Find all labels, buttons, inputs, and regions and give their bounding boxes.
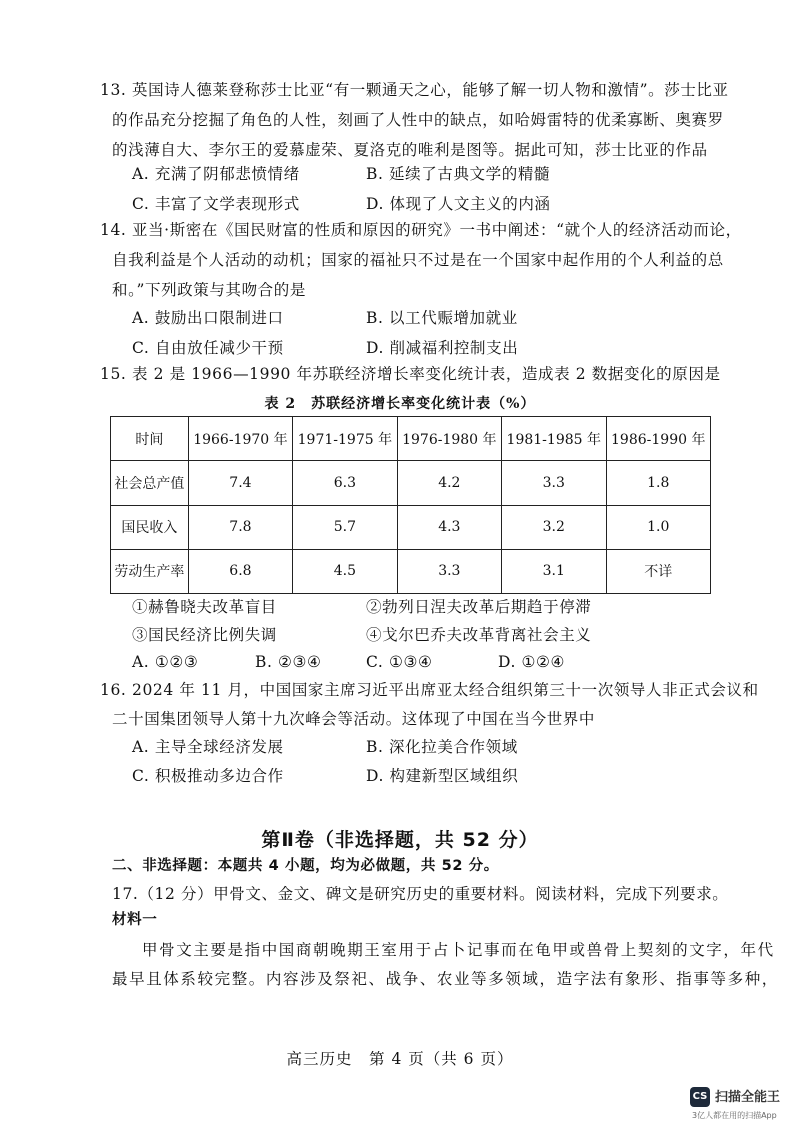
table-cell: 1.0 [606, 505, 711, 549]
q14-option-a: A. 鼓励出口限制进口 [132, 309, 284, 327]
table-cell: 4.2 [397, 461, 501, 505]
q14-line-1: 14. 亚当·斯密在《国民财富的性质和原因的研究》一书中阐述：“就个人的经济活动而论， [100, 221, 742, 239]
table-caption: 表 2 苏联经济增长率变化统计表（%） [264, 396, 536, 412]
q14-line-3: 和。”下列政策与其吻合的是 [112, 281, 306, 299]
q13-option-c: C. 丰富了文学表现形式 [132, 195, 300, 213]
material-line-1: 甲骨文主要是指中国商朝晚期王室用于占卜记事而在龟甲或兽骨上契刻的文字，年代 [142, 941, 775, 959]
table-header-cell: 1966-1970 年 [188, 417, 292, 461]
table-row [111, 505, 711, 549]
q13-option-a: A. 充满了阴郁悲愤情绪 [132, 165, 300, 183]
q15-statement-3: ③国民经济比例失调 [132, 626, 277, 644]
material-label: 材料一 [112, 912, 158, 928]
q16-option-b: B. 深化拉美合作领域 [366, 738, 518, 756]
q15-option-d: D. ①②④ [498, 653, 566, 671]
q14-option-b: B. 以工代赈增加就业 [366, 309, 518, 327]
table-cell: 1.8 [606, 461, 711, 505]
table-cell: 5.7 [293, 505, 397, 549]
watermark-name: 扫描全能王 [715, 1090, 781, 1105]
table-header-cell: 1981-1985 年 [502, 417, 606, 461]
table-cell: 劳动生产率 [111, 549, 189, 593]
table-cell: 7.8 [188, 505, 292, 549]
q15-option-b: B. ②③④ [255, 653, 322, 671]
table-header-cell: 1971-1975 年 [293, 417, 397, 461]
table-cell: 3.2 [502, 505, 606, 549]
watermark-sub: 3亿人都在用的扫描App [692, 1111, 777, 1120]
q17-line: 17.（12 分）甲骨文、金文、碑文是研究历史的重要材料。阅读材料，完成下列要求。 [112, 885, 729, 903]
q15-line: 15. 表 2 是 1966—1990 年苏联经济增长率变化统计表，造成表 2 数据变化的原因是 [100, 365, 721, 383]
q14-option-d: D. 削减福利控制支出 [366, 339, 519, 357]
q16-option-a: A. 主导全球经济发展 [132, 738, 284, 756]
table-cell: 6.3 [293, 461, 397, 505]
q16-line-1: 16. 2024 年 11 月，中国国家主席习近平出席亚太经合组织第三十一次领导人非正式会议和 [100, 681, 759, 699]
economy-table [110, 416, 711, 594]
q16-option-d: D. 构建新型区域组织 [366, 767, 519, 785]
table-header-cell: 1986-1990 年 [606, 417, 711, 461]
q15-statement-2: ②勃列日涅夫改革后期趋于停滞 [366, 598, 592, 616]
table-cell: 3.3 [397, 549, 501, 593]
q13-option-d: D. 体现了人文主义的内涵 [366, 195, 551, 213]
table-header-row [111, 417, 711, 461]
page-footer: 高三历史 第 4 页（共 6 页） [286, 1050, 514, 1068]
part2-title: 第Ⅱ卷（非选择题，共 52 分） [261, 829, 539, 851]
q16-line-2: 二十国集团领导人第十九次峰会等活动。这体现了中国在当今世界中 [112, 710, 596, 728]
q15-option-a: A. ①②③ [132, 653, 199, 671]
table-header-cell: 1976-1980 年 [397, 417, 501, 461]
table-cell: 社会总产值 [111, 461, 189, 505]
q16-option-c: C. 积极推动多边合作 [132, 767, 284, 785]
table-cell: 7.4 [188, 461, 292, 505]
table-cell: 不详 [606, 549, 711, 593]
table-cell: 4.5 [293, 549, 397, 593]
table-cell: 国民收入 [111, 505, 189, 549]
table-cell: 3.1 [502, 549, 606, 593]
q14-option-c: C. 自由放任减少干预 [132, 339, 284, 357]
q14-line-2: 自我利益是个人活动的动机；国家的福祉只不过是在一个国家中起作用的个人利益的总 [112, 251, 724, 269]
q13-line-2: 的作品充分挖掘了角色的人性，刻画了人性中的缺点，如哈姆雷特的优柔寡断、奥赛罗 [112, 111, 724, 129]
material-line-2: 最早且体系较完整。内容涉及祭祀、战争、农业等多领域，造字法有象形、指事等多种， [112, 970, 779, 988]
camscanner-logo-icon: CS [690, 1087, 710, 1107]
q13-option-b: B. 延续了古典文学的精髓 [366, 165, 551, 183]
table-row [111, 461, 711, 505]
part2-instruction: 二、非选择题：本题共 4 小题，均为必做题，共 52 分。 [112, 858, 499, 874]
q15-option-c: C. ①③④ [366, 653, 433, 671]
q13-line-3: 的浅薄自大、李尔王的爱慕虚荣、夏洛克的唯利是图等。据此可知，莎士比亚的作品 [112, 141, 708, 159]
table-cell: 4.3 [397, 505, 501, 549]
table-cell: 3.3 [502, 461, 606, 505]
table-cell: 6.8 [188, 549, 292, 593]
q15-statement-4: ④戈尔巴乔夫改革背离社会主义 [366, 626, 592, 644]
table-header-cell: 时间 [111, 417, 189, 461]
table-row [111, 549, 711, 593]
q13-line-1: 13. 英国诗人德莱登称莎士比亚“有一颗通天之心，能够了解一切人物和激情”。莎士比亚 [100, 81, 729, 99]
q15-statement-1: ①赫鲁晓夫改革盲目 [132, 598, 277, 616]
